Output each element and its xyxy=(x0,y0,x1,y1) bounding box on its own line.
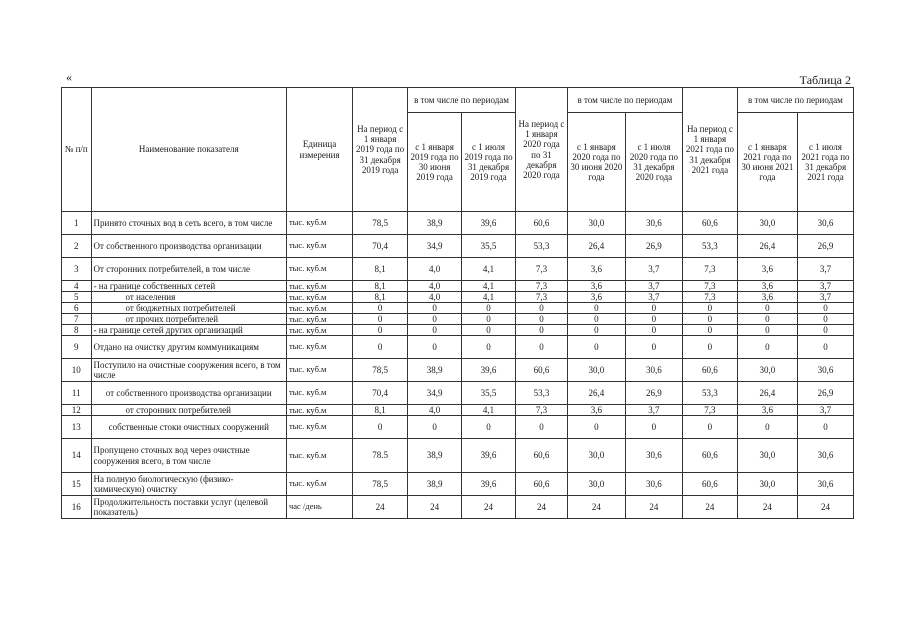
table-caption: Таблица 2 xyxy=(799,73,851,87)
cell-value: 30,6 xyxy=(797,473,853,496)
header-incl-2020: в том числе по периодам xyxy=(567,88,682,113)
cell-value: 39,6 xyxy=(462,359,516,382)
cell-value: 24 xyxy=(737,496,797,519)
row-num: 5 xyxy=(62,292,92,303)
cell-value: 70,4 xyxy=(353,235,408,258)
cell-value: 0 xyxy=(737,336,797,359)
row-num: 1 xyxy=(62,212,92,235)
row-unit: тыс. куб.м xyxy=(286,382,352,405)
header-h2-2020: с 1 июля 2020 года по 31 декабря 2020 года xyxy=(625,113,682,212)
cell-value: 4,1 xyxy=(462,405,516,416)
cell-value: 0 xyxy=(625,416,682,439)
cell-value: 0 xyxy=(408,303,462,314)
cell-value: 78,5 xyxy=(353,473,408,496)
cell-value: 0 xyxy=(353,314,408,325)
row-name: Поступило на очистные сооружения всего, в том числе xyxy=(91,359,286,382)
quote-mark: « xyxy=(66,70,72,84)
cell-value: 24 xyxy=(516,496,568,519)
cell-value: 7,3 xyxy=(516,405,568,416)
wastewater-table xyxy=(61,87,854,519)
cell-value: 3,7 xyxy=(797,281,853,292)
cell-value: 30,0 xyxy=(567,359,625,382)
cell-value: 26,9 xyxy=(797,235,853,258)
header-h2-2021: с 1 июля 2021 года по 31 декабря 2021 года xyxy=(797,113,853,212)
cell-value: 0 xyxy=(408,314,462,325)
row-unit: тыс. куб.м xyxy=(286,405,352,416)
cell-value: 38,9 xyxy=(408,473,462,496)
cell-value: 0 xyxy=(353,336,408,359)
table-row xyxy=(62,416,854,439)
row-name: Пропущено сточных вод через очистные сооружения всего, в том числе xyxy=(91,439,286,473)
cell-value: 26,9 xyxy=(625,382,682,405)
cell-value: 26,4 xyxy=(567,235,625,258)
cell-value: 30,6 xyxy=(625,359,682,382)
cell-value: 0 xyxy=(462,336,516,359)
cell-value: 3,7 xyxy=(625,258,682,281)
cell-value: 0 xyxy=(516,303,568,314)
table-row xyxy=(62,473,854,496)
cell-value: 60,6 xyxy=(516,359,568,382)
cell-value: 70,4 xyxy=(353,382,408,405)
cell-value: 30,6 xyxy=(625,473,682,496)
cell-value: 0 xyxy=(797,303,853,314)
cell-value: 0 xyxy=(462,303,516,314)
cell-value: 24 xyxy=(682,496,737,519)
table-row xyxy=(62,292,854,303)
row-num: 15 xyxy=(62,473,92,496)
table-row xyxy=(62,281,854,292)
cell-value: 78.5 xyxy=(353,439,408,473)
cell-value: 60,6 xyxy=(682,212,737,235)
row-name: от бюджетных потребителей xyxy=(91,303,286,314)
cell-value: 39,6 xyxy=(462,439,516,473)
cell-value: 53,3 xyxy=(516,382,568,405)
table-row xyxy=(62,405,854,416)
cell-value: 0 xyxy=(797,416,853,439)
cell-value: 30,6 xyxy=(797,212,853,235)
cell-value: 3,7 xyxy=(797,258,853,281)
header-h2-2019: с 1 июля 2019 года по 31 декабря 2019 года xyxy=(462,113,516,212)
cell-value: 30,0 xyxy=(737,439,797,473)
cell-value: 30,0 xyxy=(737,359,797,382)
cell-value: 0 xyxy=(797,314,853,325)
cell-value: 53,3 xyxy=(682,235,737,258)
table-row xyxy=(62,258,854,281)
cell-value: 39,6 xyxy=(462,473,516,496)
cell-value: 30,6 xyxy=(625,212,682,235)
cell-value: 30,6 xyxy=(797,359,853,382)
cell-value: 3,6 xyxy=(737,405,797,416)
cell-value: 8,1 xyxy=(353,281,408,292)
cell-value: 0 xyxy=(682,303,737,314)
row-num: 7 xyxy=(62,314,92,325)
row-unit: тыс. куб.м xyxy=(286,416,352,439)
cell-value: 53,3 xyxy=(682,382,737,405)
cell-value: 7,3 xyxy=(682,258,737,281)
row-unit: тыс. куб.м xyxy=(286,292,352,303)
row-name: На полную биологическую (физико-химическую) очистку xyxy=(91,473,286,496)
cell-value: 8,1 xyxy=(353,405,408,416)
header-h1-2019: с 1 января 2019 года по 30 июня 2019 года xyxy=(408,113,462,212)
row-unit: тыс. куб.м xyxy=(286,336,352,359)
cell-value: 30,0 xyxy=(567,473,625,496)
row-name: Отдано на очистку другим коммуникациям xyxy=(91,336,286,359)
cell-value: 0 xyxy=(516,325,568,336)
cell-value: 38,9 xyxy=(408,439,462,473)
cell-value: 3,7 xyxy=(625,281,682,292)
cell-value: 30,0 xyxy=(567,439,625,473)
cell-value: 24 xyxy=(353,496,408,519)
cell-value: 0 xyxy=(625,325,682,336)
table-row xyxy=(62,336,854,359)
cell-value: 60,6 xyxy=(682,439,737,473)
cell-value: 38,9 xyxy=(408,359,462,382)
cell-value: 0 xyxy=(737,416,797,439)
cell-value: 4,1 xyxy=(462,258,516,281)
cell-value: 34,9 xyxy=(408,235,462,258)
header-h1-2021: с 1 января 2021 года по 30 июня 2021 года xyxy=(737,113,797,212)
row-name: От сторонних потребителей, в том числе xyxy=(91,258,286,281)
cell-value: 35,5 xyxy=(462,382,516,405)
header-unit: Единица измерения xyxy=(286,88,352,212)
cell-value: 0 xyxy=(462,314,516,325)
cell-value: 4,1 xyxy=(462,281,516,292)
row-unit: тыс. куб.м xyxy=(286,235,352,258)
row-unit: тыс. куб.м xyxy=(286,258,352,281)
cell-value: 3,6 xyxy=(567,258,625,281)
cell-value: 24 xyxy=(462,496,516,519)
cell-value: 7,3 xyxy=(516,258,568,281)
row-name: Продолжительность поставки услуг (целевой показатель) xyxy=(91,496,286,519)
cell-value: 8,1 xyxy=(353,292,408,303)
row-unit: тыс. куб.м xyxy=(286,325,352,336)
cell-value: 3,6 xyxy=(567,292,625,303)
cell-value: 3,6 xyxy=(567,405,625,416)
row-unit: тыс. куб.м xyxy=(286,473,352,496)
cell-value: 60,6 xyxy=(516,473,568,496)
cell-value: 3,7 xyxy=(625,292,682,303)
row-num: 12 xyxy=(62,405,92,416)
cell-value: 0 xyxy=(408,336,462,359)
cell-value: 30,0 xyxy=(737,212,797,235)
cell-value: 0 xyxy=(353,325,408,336)
cell-value: 0 xyxy=(567,303,625,314)
cell-value: 0 xyxy=(682,336,737,359)
cell-value: 0 xyxy=(567,336,625,359)
cell-value: 24 xyxy=(408,496,462,519)
cell-value: 35,5 xyxy=(462,235,516,258)
cell-value: 7,3 xyxy=(682,405,737,416)
header-num: № п/п xyxy=(62,88,92,212)
row-name: от прочих потребителей xyxy=(91,314,286,325)
row-name: от населения xyxy=(91,292,286,303)
row-num: 6 xyxy=(62,303,92,314)
row-unit: тыс. куб.м xyxy=(286,281,352,292)
cell-value: 7,3 xyxy=(516,281,568,292)
header-period-2020: На период с 1 января 2020 года по 31 декабря 2020 года xyxy=(516,88,568,212)
row-num: 8 xyxy=(62,325,92,336)
cell-value: 8,1 xyxy=(353,258,408,281)
cell-value: 53,3 xyxy=(516,235,568,258)
cell-value: 0 xyxy=(462,325,516,336)
cell-value: 3,6 xyxy=(737,258,797,281)
cell-value: 0 xyxy=(567,325,625,336)
cell-value: 0 xyxy=(797,336,853,359)
cell-value: 7,3 xyxy=(682,281,737,292)
row-name: От собственного производства организации xyxy=(91,235,286,258)
table-row xyxy=(62,314,854,325)
header-period-2019: На период с 1 января 2019 года по 31 декабря 2019 года xyxy=(353,88,408,212)
cell-value: 26,4 xyxy=(567,382,625,405)
header-h1-2020: с 1 января 2020 года по 30 июня 2020 года xyxy=(567,113,625,212)
cell-value: 4,1 xyxy=(462,292,516,303)
row-name: - на границе собственных сетей xyxy=(91,281,286,292)
cell-value: 0 xyxy=(737,314,797,325)
cell-value: 26,4 xyxy=(737,235,797,258)
cell-value: 39,6 xyxy=(462,212,516,235)
cell-value: 3,6 xyxy=(737,292,797,303)
cell-value: 0 xyxy=(797,325,853,336)
cell-value: 0 xyxy=(625,336,682,359)
table-row xyxy=(62,359,854,382)
cell-value: 60,6 xyxy=(516,439,568,473)
cell-value: 30,6 xyxy=(625,439,682,473)
cell-value: 24 xyxy=(625,496,682,519)
cell-value: 26,9 xyxy=(625,235,682,258)
header-name: Наименование показателя xyxy=(91,88,286,212)
row-num: 4 xyxy=(62,281,92,292)
table-row xyxy=(62,439,854,473)
cell-value: 0 xyxy=(516,336,568,359)
row-unit: тыс. куб.м xyxy=(286,303,352,314)
header-period-2021: На период с 1 января 2021 года по 31 декабря 2021 года xyxy=(682,88,737,212)
header-incl-2019: в том числе по периодам xyxy=(408,88,516,113)
cell-value: 0 xyxy=(353,303,408,314)
row-unit: тыс. куб.м xyxy=(286,212,352,235)
cell-value: 0 xyxy=(682,314,737,325)
row-name: Принято сточных вод в сеть всего, в том числе xyxy=(91,212,286,235)
table-row xyxy=(62,325,854,336)
cell-value: 26,4 xyxy=(737,382,797,405)
row-num: 13 xyxy=(62,416,92,439)
cell-value: 30,6 xyxy=(797,439,853,473)
row-name: собственные стоки очистных сооружений xyxy=(91,416,286,439)
row-num: 9 xyxy=(62,336,92,359)
table-row xyxy=(62,303,854,314)
cell-value: 24 xyxy=(567,496,625,519)
cell-value: 4,0 xyxy=(408,405,462,416)
cell-value: 4,0 xyxy=(408,258,462,281)
cell-value: 38,9 xyxy=(408,212,462,235)
cell-value: 7,3 xyxy=(516,292,568,303)
header-incl-2021: в том числе по периодам xyxy=(737,88,853,113)
row-unit: тыс. куб.м xyxy=(286,439,352,473)
cell-value: 0 xyxy=(625,303,682,314)
cell-value: 34,9 xyxy=(408,382,462,405)
cell-value: 4,0 xyxy=(408,292,462,303)
cell-value: 30,0 xyxy=(737,473,797,496)
cell-value: 60,6 xyxy=(682,473,737,496)
cell-value: 0 xyxy=(567,416,625,439)
table-row xyxy=(62,496,854,519)
row-num: 3 xyxy=(62,258,92,281)
cell-value: 0 xyxy=(625,314,682,325)
cell-value: 0 xyxy=(737,325,797,336)
cell-value: 0 xyxy=(682,325,737,336)
cell-value: 0 xyxy=(462,416,516,439)
row-name: от сторонних потребителей xyxy=(91,405,286,416)
row-num: 2 xyxy=(62,235,92,258)
row-num: 14 xyxy=(62,439,92,473)
row-num: 16 xyxy=(62,496,92,519)
row-name: - на границе сетей других организаций xyxy=(91,325,286,336)
cell-value: 0 xyxy=(516,416,568,439)
cell-value: 3,7 xyxy=(797,405,853,416)
cell-value: 4,0 xyxy=(408,281,462,292)
row-unit: час /день xyxy=(286,496,352,519)
cell-value: 0 xyxy=(682,416,737,439)
cell-value: 0 xyxy=(408,325,462,336)
cell-value: 60,6 xyxy=(682,359,737,382)
cell-value: 7,3 xyxy=(682,292,737,303)
row-unit: тыс. куб.м xyxy=(286,359,352,382)
row-name: от собственного производства организации xyxy=(91,382,286,405)
table-row xyxy=(62,235,854,258)
cell-value: 0 xyxy=(516,314,568,325)
cell-value: 3,7 xyxy=(797,292,853,303)
cell-value: 60,6 xyxy=(516,212,568,235)
cell-value: 0 xyxy=(737,303,797,314)
row-unit: тыс. куб.м xyxy=(286,314,352,325)
cell-value: 78,5 xyxy=(353,359,408,382)
cell-value: 3,7 xyxy=(625,405,682,416)
cell-value: 3,6 xyxy=(737,281,797,292)
cell-value: 0 xyxy=(408,416,462,439)
cell-value: 3,6 xyxy=(567,281,625,292)
row-num: 10 xyxy=(62,359,92,382)
cell-value: 0 xyxy=(353,416,408,439)
cell-value: 30,0 xyxy=(567,212,625,235)
cell-value: 26,9 xyxy=(797,382,853,405)
cell-value: 0 xyxy=(567,314,625,325)
cell-value: 24 xyxy=(797,496,853,519)
cell-value: 78,5 xyxy=(353,212,408,235)
row-num: 11 xyxy=(62,382,92,405)
table-row xyxy=(62,212,854,235)
table-row xyxy=(62,382,854,405)
